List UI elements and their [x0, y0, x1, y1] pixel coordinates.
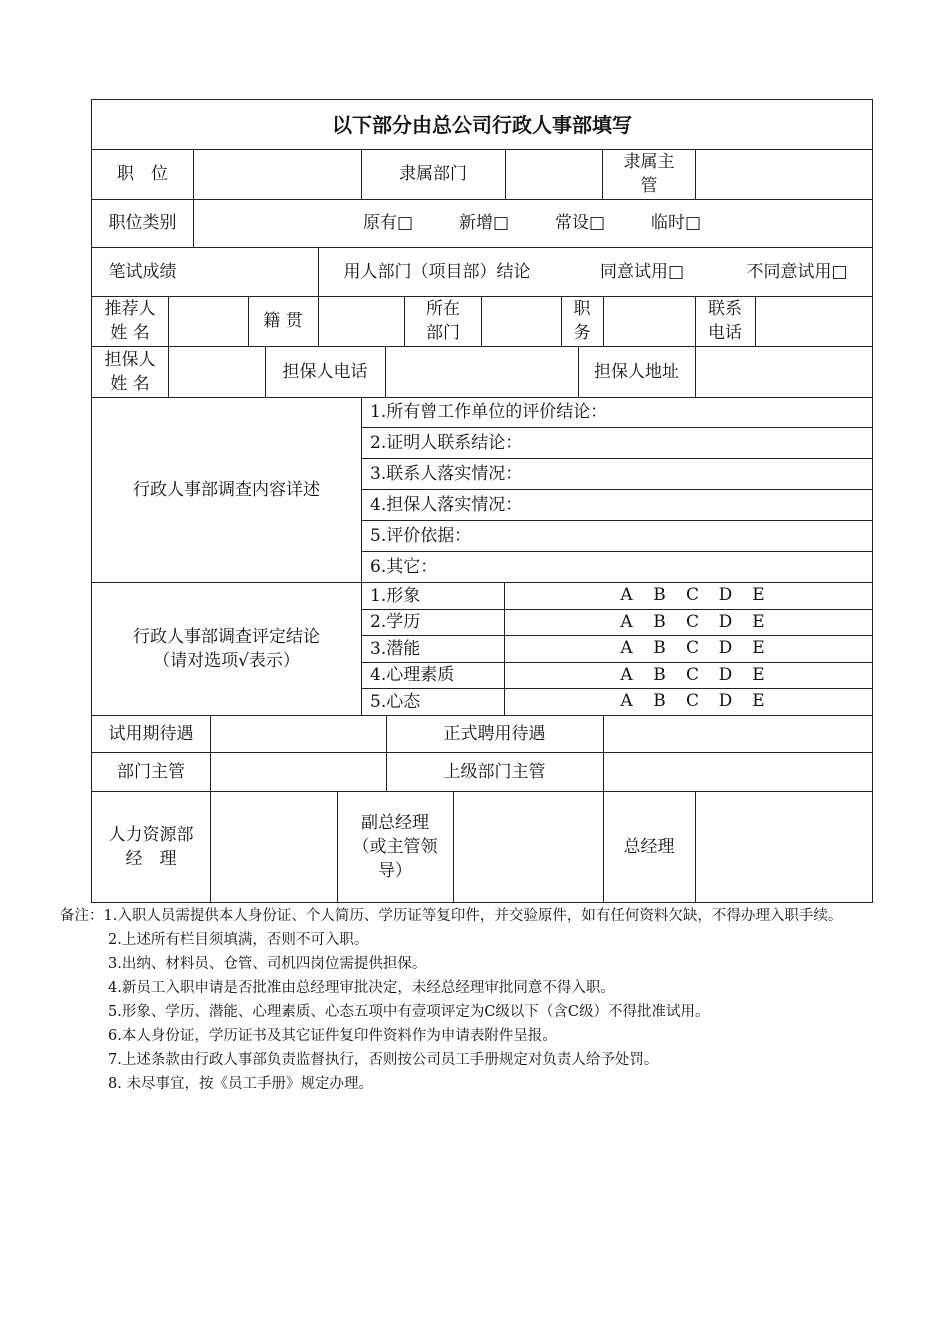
grade-b[interactable]: B [653, 638, 666, 658]
written-score-input[interactable] [193, 247, 318, 296]
grade-c[interactable]: C [685, 612, 699, 632]
duty-input[interactable] [603, 296, 695, 346]
phone-label: 联系电话 [708, 299, 742, 343]
survey-item[interactable]: 1.所有曾工作单位的评价结论： [370, 402, 608, 422]
rating-label-line2: （请对选项√表示） [153, 650, 300, 671]
hr-manager-label [92, 791, 210, 902]
survey-item[interactable]: 6.其它： [370, 556, 438, 577]
supervisor-input[interactable] [695, 149, 872, 199]
grade-options[interactable] [610, 609, 775, 635]
grade-options[interactable] [610, 635, 775, 661]
superior-input[interactable] [603, 752, 872, 791]
gm-label: 总经理 [623, 836, 675, 857]
position-label: 职 位 [117, 164, 168, 184]
grade-options[interactable] [610, 582, 775, 608]
grade-c[interactable]: C [685, 691, 699, 711]
gm-signature[interactable] [695, 791, 872, 902]
rating-item: 1.形象 [370, 585, 421, 606]
note-item: 2.上述所有栏目须填满，否则不可入职。 [108, 932, 369, 948]
col-divider [404, 296, 405, 346]
dept-label: 隶属部门 [399, 164, 467, 184]
hr-label-line2: 经 理 [125, 848, 177, 869]
note-item: 6.本人身份证，学历证书及其它证件复印件资料作为申请表附件呈报。 [108, 1028, 557, 1044]
grade-d[interactable]: D [718, 585, 733, 605]
position-input[interactable] [193, 149, 361, 199]
survey-item[interactable]: 4.担保人落实情况： [370, 494, 523, 515]
agree-trial-checkbox[interactable]: 同意试用□ [599, 261, 685, 282]
note-item: 8. 未尽事宜，按《员工手册》规定办理。 [108, 1076, 373, 1092]
category-option-temporary[interactable]: 临时□ [650, 213, 702, 233]
supervisor-label: 隶属主管 [623, 152, 675, 196]
vgm-label [337, 791, 453, 902]
grade-d[interactable]: D [718, 638, 733, 658]
category-label: 职位类别 [108, 213, 177, 233]
dept-input[interactable] [505, 149, 602, 199]
grade-c[interactable]: C [685, 665, 699, 685]
guarantor-name-label: 担保人姓 名 [104, 349, 156, 394]
grade-e[interactable]: E [752, 691, 765, 711]
grade-a[interactable]: A [620, 665, 633, 685]
col-divider [602, 149, 603, 199]
grade-b[interactable]: B [653, 585, 666, 605]
rating-item: 2.学历 [370, 612, 421, 632]
rating-item: 5.心态 [370, 691, 421, 712]
survey-item[interactable]: 3.联系人落实情况： [370, 463, 523, 484]
vgm-label-line3: 导） [378, 860, 412, 881]
dept-conclusion-label: 用人部门（项目部）结论 [343, 261, 531, 282]
category-option-permanent[interactable]: 常设□ [554, 213, 606, 233]
guarantor-address-input[interactable] [695, 346, 872, 397]
employment-approval-table [91, 99, 873, 903]
guarantor-name-input[interactable] [168, 346, 265, 397]
formal-input[interactable] [603, 715, 872, 752]
disagree-trial-checkbox[interactable]: 不同意试用□ [746, 261, 848, 282]
grade-e[interactable]: E [752, 612, 765, 632]
hr-label-line1: 人力资源部 [108, 824, 194, 845]
category-option-new[interactable]: 新增□ [458, 213, 510, 233]
written-score-label: 笔试成绩 [108, 261, 177, 282]
vgm-label-line2: （或主管领 [352, 836, 438, 857]
native-place-input[interactable] [318, 296, 404, 346]
grade-d[interactable]: D [718, 612, 733, 632]
hr-manager-signature[interactable] [210, 791, 337, 902]
phone-input[interactable] [755, 296, 872, 346]
grade-d[interactable]: D [718, 665, 733, 685]
note-item: 4.新员工入职申请是否批准由总经理审批决定，未经总经理审批同意不得入职。 [108, 980, 615, 996]
rating-label [92, 582, 361, 715]
notes-prefix: 备注： [60, 908, 104, 924]
survey-label: 行政人事部调查内容详述 [133, 479, 320, 500]
guarantor-phone-input[interactable] [385, 346, 578, 397]
duty-label: 职务 [573, 299, 591, 343]
guarantor-address-label: 担保人地址 [594, 361, 679, 382]
grade-a[interactable]: A [620, 612, 633, 632]
grade-a[interactable]: A [620, 691, 633, 711]
category-option-existing[interactable]: 原有□ [362, 213, 414, 233]
grade-options[interactable] [610, 688, 775, 714]
vgm-label-line1: 副总经理 [361, 812, 429, 833]
notes-section [60, 904, 940, 1096]
native-place-label: 籍 贯 [263, 311, 303, 331]
col-divider [504, 582, 505, 715]
grade-e[interactable]: E [752, 665, 765, 685]
probation-label: 试用期待遇 [108, 723, 194, 744]
referrer-name-input[interactable] [168, 296, 248, 346]
rating-item: 4.心理素质 [370, 665, 455, 685]
grade-b[interactable]: B [653, 665, 666, 685]
form-title: 以下部分由总公司行政人事部填写 [332, 112, 632, 137]
grade-options[interactable] [610, 662, 775, 688]
vgm-signature[interactable] [453, 791, 603, 902]
survey-item[interactable]: 2.证明人联系结论： [370, 432, 523, 453]
rating-item: 3.潜能 [370, 638, 421, 659]
rating-label-line1: 行政人事部调查评定结论 [133, 626, 320, 647]
location-dept-input[interactable] [481, 296, 561, 346]
superior-label: 上级部门主管 [443, 761, 546, 782]
col-divider [561, 296, 562, 346]
guarantor-phone-label: 担保人电话 [282, 361, 368, 382]
note-item: 7.上述条款由行政人事部负责监督执行，否则按公司员工手册规定对负责人给予处罚。 [108, 1052, 659, 1068]
location-dept-label: 所在部门 [426, 299, 460, 343]
dept-manager-label: 部门主管 [117, 761, 185, 782]
grade-c[interactable]: C [685, 638, 699, 658]
grade-e[interactable]: E [752, 638, 765, 658]
grade-e[interactable]: E [752, 585, 765, 605]
note-item: 5.形象、学历、潜能、心理素质、心态五项中有壹项评定为C级以下（含C级）不得批准试用。 [108, 1004, 710, 1020]
probation-input[interactable] [210, 715, 386, 752]
referrer-name-label: 推荐人姓 名 [104, 299, 156, 343]
formal-label: 正式聘用待遇 [443, 723, 546, 744]
dept-manager-input[interactable] [210, 752, 386, 791]
note-item: 3.出纳、材料员、仓管、司机四岗位需提供担保。 [108, 956, 427, 972]
grade-b[interactable]: B [653, 691, 666, 711]
grade-c[interactable]: C [685, 585, 699, 605]
note-item: 备注：1.入职人员需提供本人身份证、个人简历、学历证等复印件，并交验原件，如有任何资料欠缺，不得办理入职手续。 [60, 908, 843, 924]
survey-item[interactable]: 5.评价依据： [370, 525, 472, 546]
grade-a[interactable]: A [620, 638, 633, 658]
grade-b[interactable]: B [653, 612, 666, 632]
grade-a[interactable]: A [620, 585, 633, 605]
grade-d[interactable]: D [718, 691, 733, 711]
col-divider [695, 296, 696, 346]
